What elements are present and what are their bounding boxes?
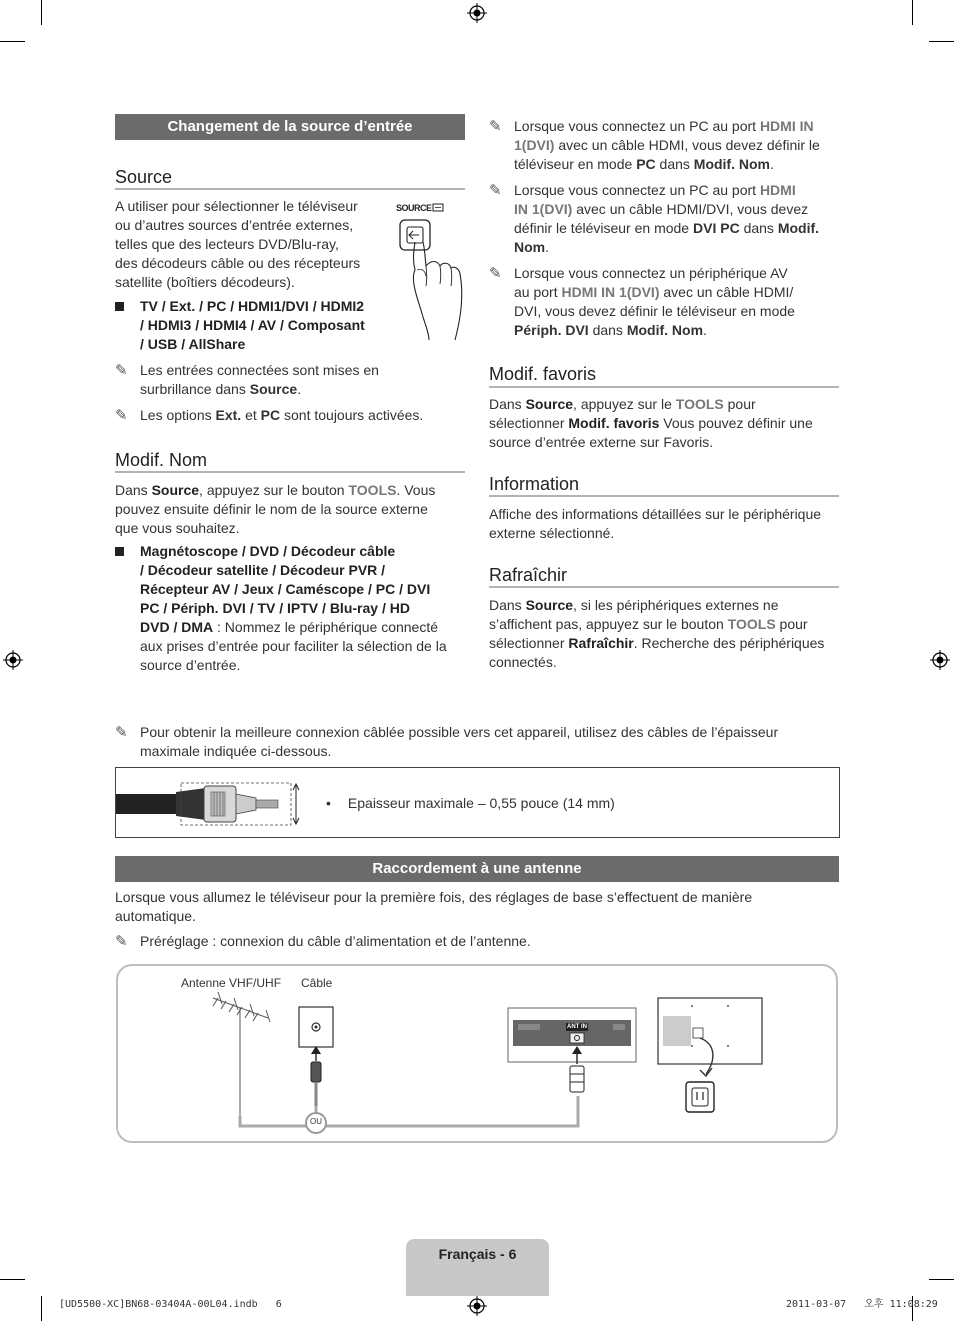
cable-spec-bullet: • Epaisseur maximale – 0,55 pouce (14 mm) [326, 795, 615, 811]
note-pencil-icon: ✎ [115, 933, 128, 950]
note-pencil-icon: ✎ [115, 362, 128, 379]
section-header-antenna: Raccordement à une antenne [115, 856, 839, 882]
heading-modif-nom: Modif. Nom [115, 450, 208, 470]
page-number: Français - 6 [438, 1246, 517, 1262]
note-preset: ✎ Préréglage : connexion du câble d’alimentation et de l’antenne. [115, 933, 531, 950]
crop-mark [929, 41, 954, 42]
note-pencil-icon: ✎ [115, 407, 128, 424]
heading-source: Source [115, 167, 173, 187]
registration-mark-icon [930, 650, 950, 670]
heading-information: Information [489, 474, 580, 494]
hand-pointing-icon [393, 200, 467, 340]
note-cable-thickness: ✎ Pour obtenir la meilleure connexion câblée possible vers cet appareil, utilisez des câbles de l’épaisseur maximale indiquée ci-dessous. [115, 724, 779, 759]
registration-mark-icon [467, 1296, 487, 1316]
remote-source-button-illustration [393, 200, 467, 340]
information-text: Affiche des informations détaillées sur le périphérique externe sélectionné. [489, 506, 822, 541]
heading-rule [115, 471, 465, 473]
cable-connector-icon [116, 768, 316, 837]
file-info: [UD5500-XC]BN68-03404A-00L04.indb 6 [59, 1299, 282, 1310]
heading-rule [115, 188, 465, 190]
bullet-dot: • [326, 795, 331, 811]
device-names-bullet: Magnétoscope / DVD / Décodeur câble / Décodeur satellite / Décodeur PVR / Récepteur AV / Jeux / Caméscope / PC / DVI PC / Périph. DVI / TV / IPTV / Blu-ray / HD DVD / DMA : Nommez le périphérique connecté aux prises d’entrée pour faciliter la sélection de la source d’entrée. [115, 542, 465, 675]
source-list-bullet: TV / Ext. / PC / HDMI1/DVI / HDMI2 / HDMI3 / HDMI4 / AV / Composant / USB / AllShare [115, 297, 395, 354]
rafraichir-text: Dans Source, si les périphériques externes ne s’affichent pas, appuyez sur le bouton TOOLS pour sélectionner Rafraîchir. Recherche des périphériques connectés. [489, 597, 825, 670]
crop-mark [912, 0, 913, 25]
source-intro: A utiliser pour sélectionner le téléviseur ou d’autres sources d’entrée externes, telles que des lecteurs DVD/Blu-ray, des décodeurs câble ou des récepteurs satellite (boîtiers décodeurs). [115, 198, 361, 290]
antenna-wiring-icon [118, 966, 836, 1141]
print-date: 2011-03-07 오후 11:08:29 [786, 1299, 938, 1310]
note-av-device: ✎ Lorsque vous connectez un périphérique AV au port HDMI IN 1(DVI) avec un câble HDMI/ DVI, vous devez définir le téléviseur en mode Périph. DVI dans Modif. Nom. [489, 265, 795, 338]
label-cable: Câble [301, 976, 333, 990]
antenna-intro: Lorsque vous allumez le téléviseur pour la première fois, des réglages de base s’effectuent de manière automatique. [115, 889, 753, 924]
heading-modif-favoris: Modif. favoris [489, 364, 597, 384]
registration-mark-icon [3, 650, 23, 670]
modif-nom-intro: Dans Source, appuyez sur le bouton TOOLS. Vous pouvez ensuite définir le nom de la source externe que vous souhaitez. [115, 482, 436, 536]
label-or: OU [310, 1117, 322, 1126]
modif-favoris-text: Dans Source, appuyez sur le TOOLS pour sélectionner Modif. favoris Vous pouvez définir une source d’entrée externe sur Favoris. [489, 396, 813, 450]
crop-mark [0, 1279, 25, 1280]
bullet-square-icon [115, 547, 124, 556]
heading-rafraichir: Rafraîchir [489, 565, 568, 585]
cable-thickness-box [115, 767, 840, 838]
note-pc-hdmi-dvi: ✎ Lorsque vous connectez un PC au port HDMI IN 1(DVI) avec un câble HDMI/DVI, vous devez définir le téléviseur en mode DVI PC dans Modif. Nom. [489, 182, 820, 255]
registration-mark-icon [467, 3, 487, 23]
note-highlighted-inputs: ✎ Les entrées connectées sont mises en surbrillance dans Source. [115, 362, 379, 397]
heading-rule [489, 386, 839, 388]
note-pencil-icon: ✎ [489, 182, 502, 199]
heading-rule [489, 586, 839, 588]
heading-rule [489, 495, 839, 497]
section-header-input-source: Changement de la source d’entrée [115, 114, 465, 140]
source-button-label: SOURCE [396, 203, 432, 213]
crop-mark [41, 1296, 42, 1321]
note-pencil-icon: ✎ [489, 118, 502, 135]
note-pencil-icon: ✎ [489, 265, 502, 282]
bullet-square-icon [115, 302, 124, 311]
antenna-connection-diagram [116, 964, 838, 1143]
crop-mark [41, 0, 42, 25]
note-pc-hdmi: ✎ Lorsque vous connectez un PC au port HDMI IN 1(DVI) avec un câble HDMI, vous devez définir le téléviseur en mode PC dans Modif. Nom. [489, 118, 820, 172]
label-antenna-vhf-uhf: Antenne VHF/UHF [181, 976, 282, 990]
note-always-active: ✎ Les options Ext. et PC sont toujours activées. [115, 407, 424, 424]
crop-mark [0, 41, 25, 42]
crop-mark [929, 1279, 954, 1280]
label-ant-in: ANT IN [567, 1024, 587, 1030]
note-pencil-icon: ✎ [115, 724, 128, 741]
